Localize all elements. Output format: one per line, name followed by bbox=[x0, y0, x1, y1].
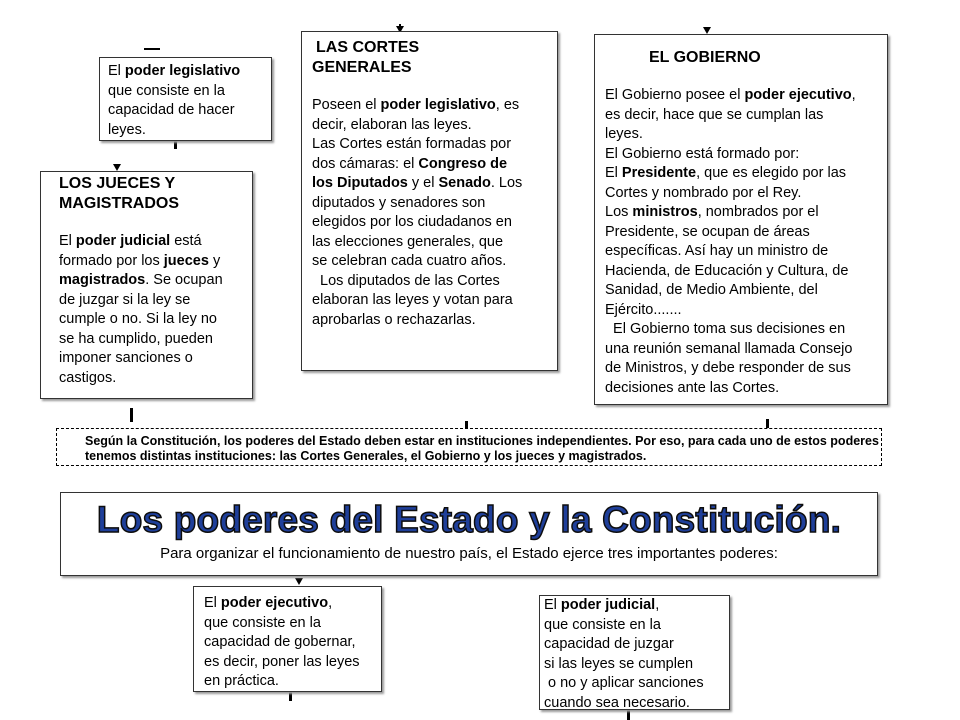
main-title-box bbox=[60, 492, 878, 576]
text-line: se celebran cada cuatro años. bbox=[312, 253, 507, 269]
text-line: los Diputados y el Senado. Los bbox=[312, 175, 523, 191]
text-line: que consiste en la bbox=[204, 614, 321, 631]
text-line: castigos. bbox=[59, 369, 117, 386]
legislativo-definition-box bbox=[99, 57, 272, 141]
text-line: Cortes y nombrado por el Rey. bbox=[605, 184, 802, 201]
text-line: o no y aplicar sanciones bbox=[544, 675, 704, 691]
judicial-definition-box bbox=[539, 595, 730, 710]
text-line: magistrados. Se ocupan bbox=[59, 272, 223, 288]
text-line: elaboran las leyes y votan para bbox=[312, 292, 513, 308]
gobierno-title: EL GOBIERNO bbox=[649, 49, 761, 66]
text-line: Sanidad, de Medio Ambiente, del bbox=[605, 282, 818, 298]
text-line: cumple o no. Si la ley no bbox=[59, 311, 217, 327]
text-line: diputados y senadores son bbox=[312, 194, 486, 211]
constitucion-note bbox=[56, 428, 882, 466]
text-line: específicas. Así hay un ministro de bbox=[605, 243, 829, 259]
text-line: que consiste en la bbox=[544, 616, 661, 633]
text-line: en práctica. bbox=[204, 673, 279, 689]
text-line: El poder ejecutivo, bbox=[204, 595, 333, 611]
text-line: Las Cortes están formadas por bbox=[312, 136, 512, 152]
text-line: capacidad de hacer bbox=[108, 102, 235, 118]
connector-ejecutivo-bottom bbox=[289, 692, 292, 701]
text-line: tenemos distintas instituciones: las Cortes Generales, el Gobierno y los jueces y magistrados. bbox=[85, 449, 647, 463]
connector-jueces-bottom bbox=[130, 408, 133, 422]
text-line: se ha cumplido, pueden bbox=[59, 330, 213, 347]
cortes-title: GENERALES bbox=[312, 59, 412, 76]
text-line: de Ministros, y debe responder de sus bbox=[605, 360, 851, 376]
arrow-down-icon bbox=[113, 164, 121, 171]
text-line: es decir, hace que se cumplan las bbox=[605, 106, 824, 123]
text-line: El Gobierno toma sus decisiones en bbox=[605, 321, 846, 337]
jueces-magistrados-box bbox=[40, 171, 253, 399]
text-line: una reunión semanal llamada Consejo bbox=[605, 340, 853, 357]
text-line: es decir, poner las leyes bbox=[204, 653, 360, 670]
text-line: si las leyes se cumplen bbox=[544, 655, 694, 672]
text-line: Poseen el poder legislativo, es bbox=[312, 97, 520, 113]
text-line: leyes. bbox=[605, 126, 643, 142]
jueces-title: MAGISTRADOS bbox=[59, 195, 179, 212]
text-line: decir, elaboran las leyes. bbox=[312, 116, 472, 133]
page-title: Los poderes del Estado y la Constitución. bbox=[96, 499, 842, 540]
text-line: Según la Constitución, los poderes del Estado deben estar en instituciones independientes. Por eso, para cada uno de estos poderes bbox=[85, 434, 879, 448]
text-line: Ejército....... bbox=[605, 301, 682, 318]
text-line: El Gobierno está formado por: bbox=[605, 145, 800, 162]
text-line: Presidente, se ocupan de áreas bbox=[605, 223, 810, 240]
gobierno-box bbox=[594, 34, 888, 405]
cortes-title: LAS CORTES bbox=[316, 39, 420, 56]
text-line: El poder judicial está bbox=[59, 233, 202, 249]
cortes-generales-box bbox=[301, 31, 558, 371]
text-line: que consiste en la bbox=[108, 82, 225, 99]
text-line: imponer sanciones o bbox=[59, 350, 193, 366]
connector-legislativo-top bbox=[144, 48, 160, 50]
jueces-title: LOS JUECES Y bbox=[59, 175, 176, 192]
text-line: El poder judicial, bbox=[544, 597, 660, 613]
page-subtitle: Para organizar el funcionamiento de nuestro país, el Estado ejerce tres importantes poderes: bbox=[160, 545, 778, 562]
text-line: leyes. bbox=[108, 121, 146, 138]
text-line: las elecciones generales, que bbox=[312, 233, 504, 250]
text-line: Los diputados de las Cortes bbox=[312, 272, 500, 289]
arrow-down-icon bbox=[295, 578, 303, 585]
text-line: El Gobierno posee el poder ejecutivo, bbox=[605, 87, 856, 103]
ejecutivo-definition-box bbox=[193, 586, 382, 692]
text-line: de juzgar si la ley se bbox=[59, 291, 191, 308]
arrow-down-icon bbox=[703, 27, 711, 34]
text-line: Hacienda, de Educación y Cultura, de bbox=[605, 262, 849, 279]
text-line: El Presidente, que es elegido por las bbox=[605, 165, 847, 181]
text-line: cuando sea necesario. bbox=[544, 694, 690, 711]
text-line: El poder legislativo bbox=[108, 63, 241, 79]
text-line: decisiones ante las Cortes. bbox=[605, 379, 780, 396]
text-line: aprobarlas o rechazarlas. bbox=[312, 311, 476, 328]
text-line: capacidad de gobernar, bbox=[204, 634, 356, 650]
text-line: elegidos por los ciudadanos en bbox=[312, 214, 512, 230]
text-line: capacidad de juzgar bbox=[544, 636, 674, 652]
text-line: Los ministros, nombrados por el bbox=[605, 204, 819, 220]
text-line: dos cámaras: el Congreso de bbox=[312, 155, 508, 172]
text-line: formado por los jueces y bbox=[59, 252, 221, 269]
